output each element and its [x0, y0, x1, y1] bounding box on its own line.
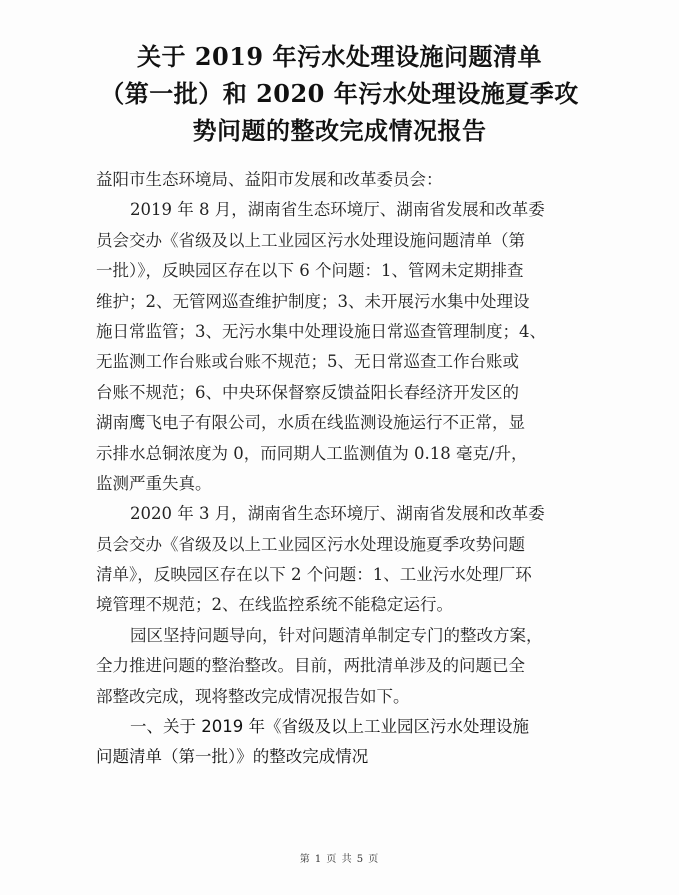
section-heading-line: 问题清单（第一批）》的整改完成情况 [96, 747, 369, 767]
title-line: 关于 2019 年污水处理设施问题清单 [136, 42, 542, 71]
section-heading [96, 712, 596, 773]
page-number: 第 1 页 共 5 页 [299, 854, 380, 865]
paragraph-line: 全力推进问题的整治整改。目前，两批清单涉及的问题已全 [96, 656, 525, 676]
paragraph-line: 施日常监管；3、无污水集中处理设施日常巡查管理制度；4、 [96, 321, 546, 341]
document-title [60, 38, 619, 149]
paragraph-line: 员会交办《省级及以上工业园区污水处理设施夏季攻势问题 [96, 534, 525, 554]
title-line: 势问题的整改完成情况报告 [192, 116, 487, 145]
paragraph-line: 监测严重失真。 [96, 473, 212, 493]
paragraph-line: 部整改完成，现将整改完成情况报告如下。 [96, 686, 410, 706]
title-line: （第一批）和 2020 年污水处理设施夏季攻 [100, 79, 579, 108]
paragraph-line: 湖南鹰飞电子有限公司，水质在线监测设施运行不正常，显 [96, 413, 525, 433]
paragraph-line: 台账不规范；6、中央环保督察反馈益阳长春经济开发区的 [96, 382, 519, 402]
paragraph-line: 一批）》，反映园区存在以下 6 个问题：1、管网未定期排查 [96, 261, 524, 281]
paragraph-line: 示排水总铜浓度为 0，而同期人工监测值为 0.18 毫克/升， [96, 443, 528, 463]
paragraph-line: 2020 年 3 月，湖南省生态环境厅、湖南省发展和改革委 [130, 504, 545, 524]
document-body [96, 165, 596, 773]
paragraph-line: 清单》，反映园区存在以下 2 个问题：1、工业污水处理厂环 [96, 565, 532, 585]
paragraph-line: 园区坚持问题导向，针对问题清单制定专门的整改方案， [130, 625, 543, 645]
paragraph-line: 2019 年 8 月，湖南省生态环境厅、湖南省发展和改革委 [130, 200, 545, 220]
paragraph-line: 员会交办《省级及以上工业园区污水处理设施问题清单（第 [96, 230, 525, 250]
paragraph-2 [96, 499, 596, 621]
salutation: 益阳市生态环境局、益阳市发展和改革委员会： [96, 170, 443, 189]
paragraph-line: 境管理不规范；2、在线监控系统不能稳定运行。 [96, 595, 453, 615]
paragraph-line: 维护；2、无管网巡查维护制度；3、未开展污水集中处理设 [96, 291, 530, 311]
section-heading-line: 一、关于 2019 年《省级及以上工业园区污水处理设施 [130, 717, 529, 737]
paragraph-3 [96, 621, 596, 712]
paragraph-line: 无监测工作台账或台账不规范；5、无日常巡查工作台账或 [96, 352, 519, 372]
paragraph-1 [96, 195, 596, 499]
